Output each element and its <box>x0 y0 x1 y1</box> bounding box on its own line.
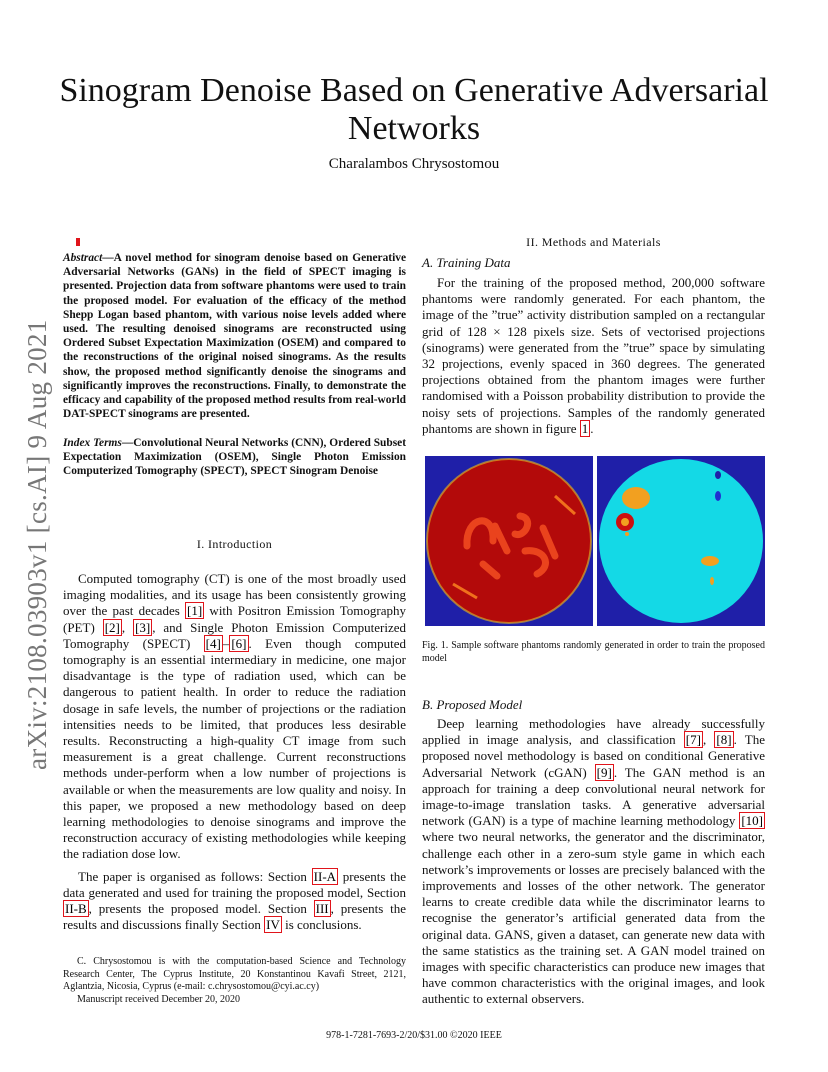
citation-link[interactable]: [4] <box>205 635 221 651</box>
footnote <box>63 956 406 1006</box>
intro-paragraph-2: The paper is organised as follows: Section II-A presents the data generated and used for training the proposed model, Section II-B , presents the proposed model. Section III , presents the results and discussions finally Section IV is conclusions. <box>63 868 407 933</box>
abstract-label: Abstract <box>63 252 103 264</box>
abstract <box>63 251 406 421</box>
arxiv-identifier[interactable]: arXiv:2108.03903v1 [cs.AI] 9 Aug 2021 <box>22 319 52 770</box>
phantom-image-right <box>597 456 765 626</box>
phantom-images <box>425 456 765 626</box>
training-data-text: For the training of the proposed method, 200,000 software phantoms were randomly generated. For each phantom, the image of the ”true” activity distribution sampled on a rectangular grid of 128 × 128 pixels size. Sets of vectorised projections (sinograms) were generated from the ”true” space by simulating 32 projections, evenly spaced in 360 degrees. The generated projections obtained from the phantom images were further randomised with a Poisson probability distribution to provide the noisy sets of projections. Samples of the randomly generated phantoms are shown in figure 1 . <box>422 275 765 436</box>
index-terms-text: —Convolutional Neural Networks (CNN), Ordered Subset Expectation Maximization (OSEM), Single Photon Emission Computerized Tomography (SPECT), SPECT Sinogram Denoise <box>63 437 406 478</box>
figure-caption: Fig. 1. Sample software phantoms randomly generated in order to train the proposed model <box>422 640 765 664</box>
section-link[interactable]: IV <box>266 917 280 933</box>
citation-link[interactable]: [7] <box>685 732 701 748</box>
section-link[interactable]: II-B <box>65 901 87 917</box>
phantom-image-left <box>425 456 593 626</box>
citation-link[interactable]: [9] <box>596 764 612 780</box>
page-footer: 978-1-7281-7693-2/20/$31.00 ©2020 IEEE <box>326 1030 502 1041</box>
figure-link[interactable]: 1 <box>581 420 589 436</box>
section-link[interactable]: III <box>315 901 329 917</box>
footnote-affiliation: C. Chrysostomou is with the computation-based Science and Technology Research Center, The Cyprus Institute, 20 Konstantinou Kavafi Street, 2121, Aglantzia, Nicosia, Cyprus (e-mail: c.chrysostomou@cyi.ac.cy) <box>63 956 406 993</box>
introduction-text <box>63 571 406 933</box>
section-heading-methods: II. Methods and Materials <box>526 235 661 249</box>
subsection-heading-training-data: A. Training Data <box>422 255 511 270</box>
citation-link[interactable]: [10] <box>741 813 763 829</box>
index-terms-label: Index Terms <box>63 437 122 449</box>
footnote-received: Manuscript received December 20, 2020 <box>77 993 240 1005</box>
citation-link[interactable]: [8] <box>716 732 732 748</box>
author-name: Charalambos Chrysostomou <box>328 156 500 172</box>
citation-link[interactable]: [2] <box>104 619 120 635</box>
intro-paragraph-1: Computed tomography (CT) is one of the most broadly used imaging modalities, and its usage has been consistently growing over the past decades [1] with Positron Emission Tomography (PET) [2] , [3] , and Single Photon Emission Computerized Tomography (SPECT) [4] – [6] . Even though computed tomography is an essential intermediary in medicine, one major disadvantage is the type of radiation used, which can be dangerous to patient health. In order to reduce the radiation dosage in safe levels, the number of projections or the radiation intensities needs to be limited, that produces less desirable results. Reconstructing a high-quality CT image from such measurement is a great challenge. Current reconstructions methods under-perform when a low number of projections is available or when the measurements are low quality and noisy. In this paper, we proposed a new methodology based on deep learning methodologies to denoise sinograms and improve the reconstruction accuracy of existing methodologies while keeping the radiation dose low. <box>63 571 406 862</box>
index-terms <box>63 436 406 479</box>
citation-link[interactable]: [1] <box>187 603 203 619</box>
hyperlink-marker <box>76 238 80 246</box>
paper-title: Sinogram Denoise Based on Generative Adversarial Networks <box>59 72 769 147</box>
citation-link[interactable]: [6] <box>231 635 247 651</box>
figure-phantoms <box>425 456 765 626</box>
abstract-text: —A novel method for sinogram denoise based on Generative Adversarial Networks (GANs) in the field of SPECT imaging is presented. Projection data from software phantoms were used to train the proposed model. For evaluation of the efficacy of the method Shepp Logan based phantom, with various noise levels added where used. The resulting denoised sinograms are reconstructed using Ordered Subset Expectation Maximization (OSEM) and compared to the reconstructions of the original noised sinograms. As the results show, the proposed method significantly denoise the sinograms and significantly improves the reconstructions. Finally, to demonstrate the efficacy and capability of the proposed method results from real-world DAT-SPECT sinograms are presented. <box>63 252 406 421</box>
proposed-model-text: Deep learning methodologies have already successfully applied in image analysis, and classification [7] , [8] . The proposed novel methodology is based on conditional Generative Adversarial Network (cGAN) [9] . The GAN method is an approach for training a deep convolutional neural network for image-to-image translation tasks. A generative adversarial network (GAN) is a type of machine learning methodology [10] where two neural networks, the generator and the discriminator, challenge each other in a zero-sum style game in which each network’s improvements or losses are precisely balanced with the improvements and losses of the other network. The generator learns to create credible data while the discriminator learns to recognise the generator’s artificial generated data from the original data. GANS, given a dataset, can generate new data with the same statistics as the training set. A GAN model trained on images with specific characteristics can produce new images that have common characteristics with the original images, and look authentic to external observers. <box>422 716 765 1007</box>
subsection-heading-proposed-model: B. Proposed Model <box>422 697 523 712</box>
citation-link[interactable]: [3] <box>135 619 151 635</box>
section-link[interactable]: II-A <box>313 868 337 884</box>
section-heading-introduction: I. Introduction <box>196 537 273 551</box>
